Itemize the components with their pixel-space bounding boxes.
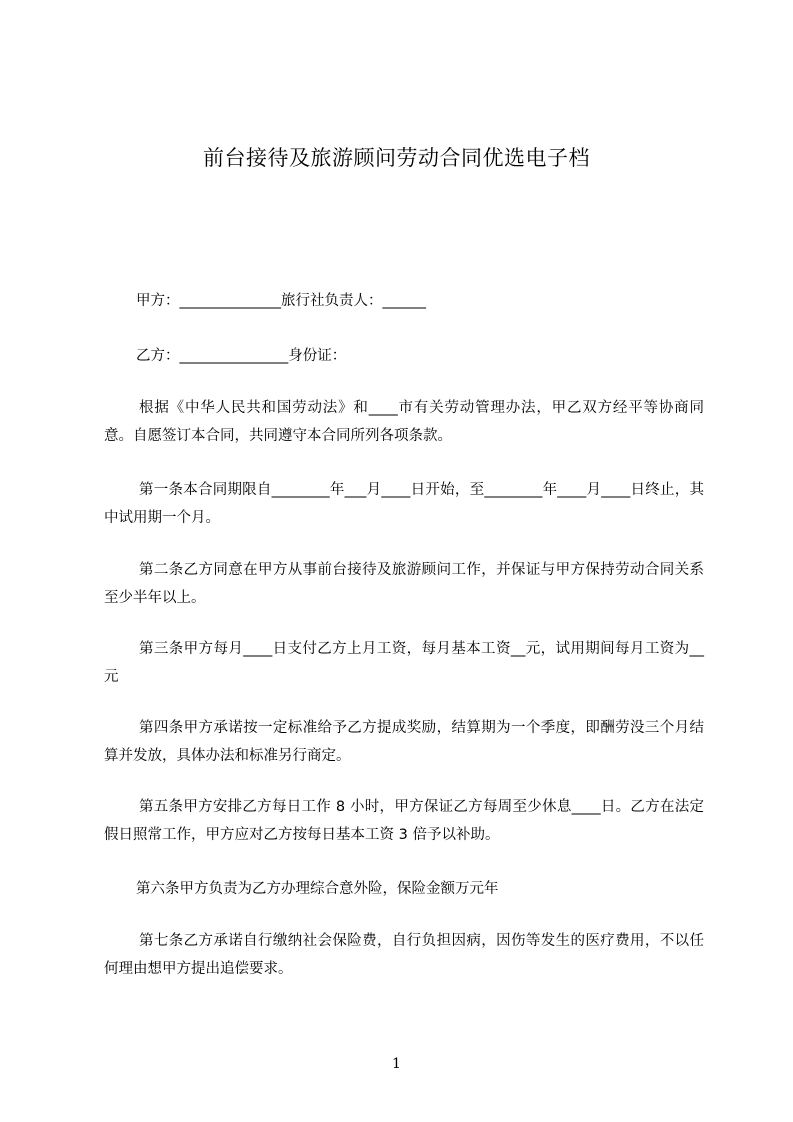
clause-3-paragraph: 第三条甲方每月____日支付乙方上月工资，每月基本工资__元，试用期间每月工资为__元 <box>104 641 704 685</box>
party-b-line: 乙方：_______________身份证： <box>136 348 347 364</box>
document-title: 前台接待及旅游顾问劳动合同优选电子档 <box>203 146 590 170</box>
party-a-line: 甲方：______________旅行社负责人：______ <box>136 293 426 309</box>
clause-1-paragraph: 第一条本合同期限自________年___月____日开始，至________年____月____日终止，其中试用期一个月。 <box>104 482 704 526</box>
page-number: 1 <box>392 1056 401 1072</box>
clause-4-paragraph: 第四条甲方承诺按一定标准给予乙方提成奖励，结算期为一个季度，即酬劳没三个月结算并发放，具体办法和标准另行商定。 <box>104 720 704 764</box>
clause-7-paragraph: 第七条乙方承诺自行缴纳社会保险费，自行负担因病，因伤等发生的医疗费用，不以任何理由想甲方提出追偿要求。 <box>104 933 704 977</box>
intro-paragraph: 根据《中华人民共和国劳动法》和____市有关劳动管理办法，甲乙双方经平等协商同意。自愿签订本合同，共同遵守本合同所列各项条款。 <box>104 400 704 444</box>
clause-6-paragraph: 第六条甲方负责为乙方办理综合意外险，保险金额万元年 <box>136 881 499 897</box>
clause-2-paragraph: 第二条乙方同意在甲方从事前台接待及旅游顾问工作，并保证与甲方保持劳动合同关系至少半年以上。 <box>104 562 704 606</box>
clause-5-paragraph: 第五条甲方安排乙方每日工作 8 小时，甲方保证乙方每周至少休息____日。乙方在法定假日照常工作，甲方应对乙方按每日基本工资 3 倍予以补助。 <box>104 799 704 843</box>
